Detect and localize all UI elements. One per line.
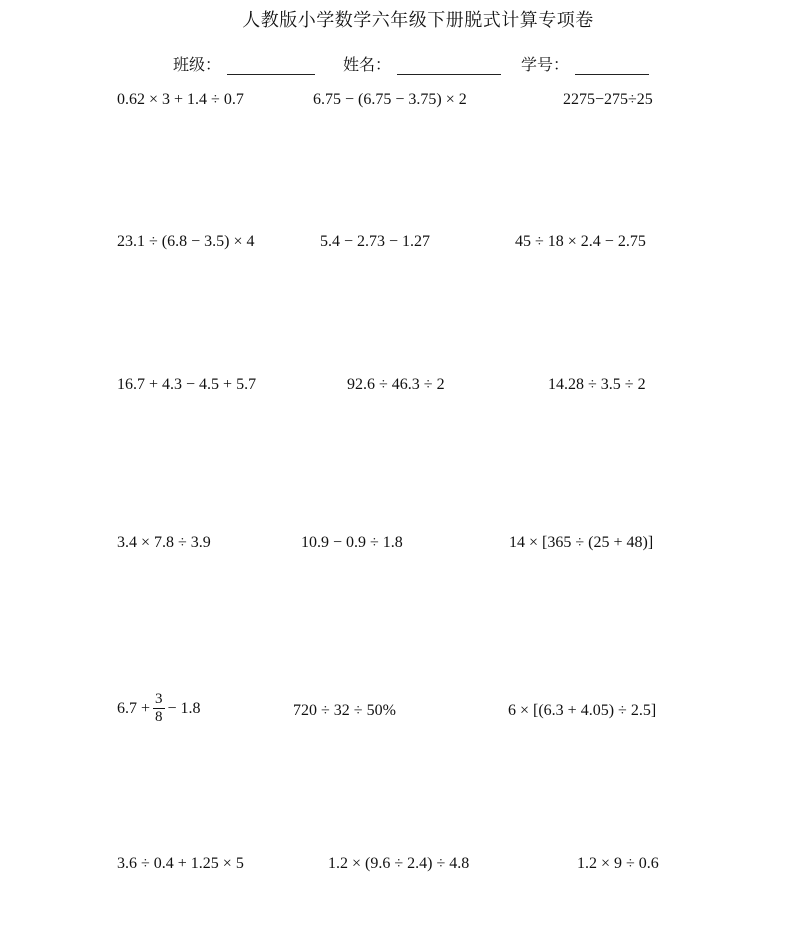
problem-5-1-before: 6.7 +	[117, 699, 151, 717]
fraction	[153, 691, 165, 726]
student-number-label: 学号：	[521, 55, 570, 74]
problem-2-3: 45 ÷ 18 × 2.4 − 2.75	[515, 233, 646, 250]
problem-3-2: 92.6 ÷ 46.3 ÷ 2	[347, 376, 445, 393]
problem-2-1: 23.1 ÷ (6.8 − 3.5) × 4	[117, 233, 255, 250]
problem-3-3: 14.28 ÷ 3.5 ÷ 2	[548, 376, 646, 393]
problem-1-2: 6.75 − (6.75 − 3.75) × 2	[313, 91, 467, 108]
problem-6-3: 1.2 × 9 ÷ 0.6	[577, 855, 659, 872]
problem-1-1: 0.62 × 3 + 1.4 ÷ 0.7	[117, 91, 244, 108]
student-number-field	[521, 52, 649, 75]
class-field	[173, 52, 315, 75]
name-field	[343, 52, 501, 75]
problem-5-1-after: − 1.8	[167, 699, 201, 717]
name-label: 姓名：	[343, 55, 392, 74]
worksheet-title: 人教版小学数学六年级下册脱式计算专项卷	[242, 10, 594, 31]
problem-5-2: 720 ÷ 32 ÷ 50%	[293, 702, 396, 719]
problem-3-1: 16.7 + 4.3 − 4.5 + 5.7	[117, 376, 257, 393]
problem-2-2: 5.4 − 2.73 − 1.27	[320, 233, 431, 250]
class-blank-line[interactable]	[227, 56, 315, 75]
class-label: 班级：	[173, 55, 222, 74]
problem-5-3: 6 × [(6.3 + 4.05) ÷ 2.5]	[508, 702, 657, 719]
student-info-row	[0, 52, 794, 76]
student-number-blank-line[interactable]	[575, 56, 649, 75]
fraction-denominator: 8	[155, 709, 163, 725]
problem-5-1	[117, 691, 201, 726]
problem-4-2: 10.9 − 0.9 ÷ 1.8	[301, 534, 403, 551]
problem-6-1: 3.6 ÷ 0.4 + 1.25 × 5	[117, 855, 244, 872]
problem-1-3: 2275−275÷25	[563, 91, 653, 108]
problem-4-1: 3.4 × 7.8 ÷ 3.9	[117, 534, 211, 551]
problem-6-2: 1.2 × (9.6 ÷ 2.4) ÷ 4.8	[328, 855, 470, 872]
fraction-numerator: 3	[155, 691, 163, 707]
name-blank-line[interactable]	[397, 56, 501, 75]
problem-4-3: 14 × [365 ÷ (25 + 48)]	[509, 534, 654, 551]
